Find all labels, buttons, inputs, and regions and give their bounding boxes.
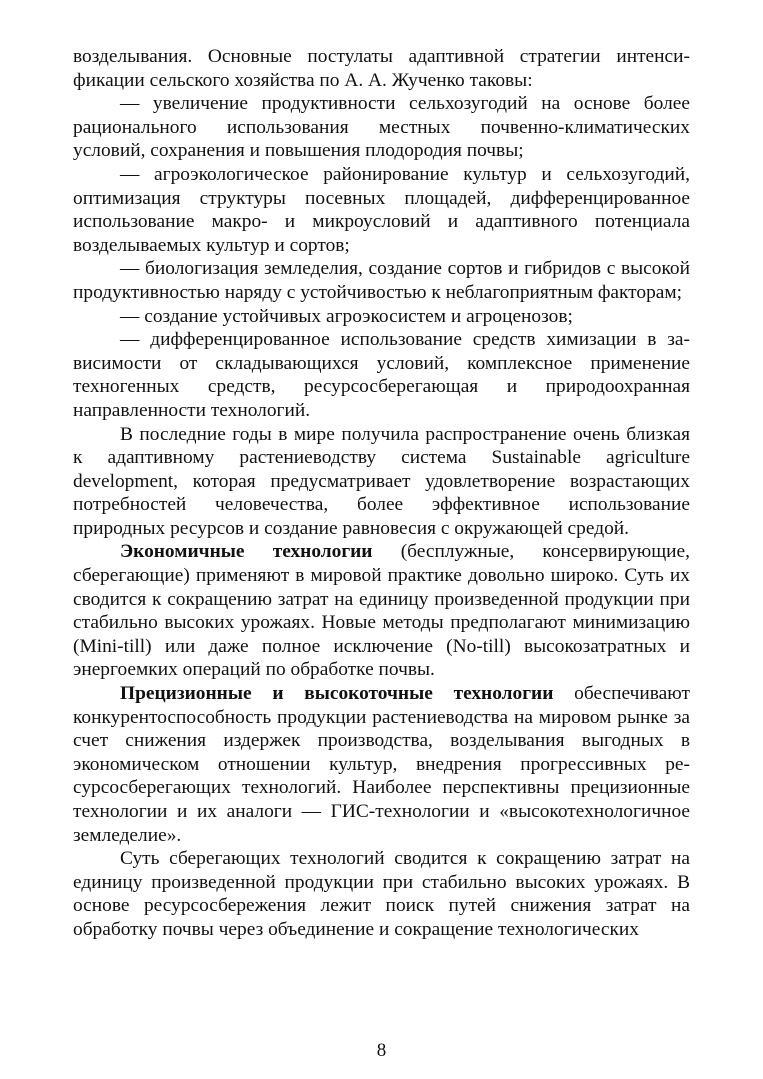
postulate-item-3: — биологизация земледелия, создание сортов и гибридов с высокой продуктивностью наряду с устойчивостью к неблагоприятным факторам; bbox=[73, 258, 690, 303]
page-body bbox=[73, 45, 690, 942]
term-economic-technologies: Экономичные технологии bbox=[120, 541, 373, 563]
paragraph-saving-technologies: Суть сберегающих технологий сводится к сокращению затрат на единицу произведенной продукции при стабильно высоких урожаях. В основе ресурсосбережения лежит поиск путей снижения затрат на обработку почвы через объединение и сокращение технологических bbox=[73, 848, 690, 940]
postulate-item-1: — увеличение продуктивности сельхозугодий на основе более рационального использования местных почвенно-климатических условий, сохранения и повышения плодородия почвы; bbox=[73, 93, 690, 162]
paragraph-continuation: возделывания. Основные постулаты адаптивной стратегии интенсификации сельского хозяйства по А. А. Жученко таковы: bbox=[73, 46, 690, 91]
paragraph-economic-technologies-text: (бесплужные, консервирующие, сберегающие) применяют в мировой практике довольно широко. Суть их сводится к сокращению затрат на единицу произведенной продукции при стабильно высоких урожаях. Новые методы предполагают минимизацию (Mini-till) или даже полное исключение (No-till) высокозатратных и энергоемких операций по обработке почвы. bbox=[73, 541, 690, 681]
paragraph-economic-technologies bbox=[73, 540, 690, 682]
page-number: 8 bbox=[376, 1040, 387, 1061]
postulate-item-2: — агроэкологическое районирование культур и сельхозугодий, оптимизация структуры посевных площадей, дифференцированное использование макро- и микроусловий и адаптивного потенциала возделываемых культур и сортов; bbox=[73, 163, 690, 256]
term-precision-technologies: Прецизионные и высокоточные технологии bbox=[120, 683, 554, 705]
postulate-item-5: — дифференцированное использование средств химизации в зависимости от складывающихся условий, комплексное применение техногенных средств, ресурсосберегающая и природоохранная направленности технологий. bbox=[73, 329, 690, 421]
postulate-item-4: — создание устойчивых агроэкосистем и агроценозов; bbox=[120, 305, 573, 327]
paragraph-sustainable-agriculture: В последние годы в мире получила распространение очень близкая к адаптивному растениеводству система Sustainable agriculture development, которая предусматривает удовлетворение возрастающих потребностей человечества, более эффективное использование природных ресурсов и создание равновесия с окружающей средой. bbox=[73, 423, 690, 539]
paragraph-precision-technologies bbox=[73, 682, 690, 847]
paragraph-precision-technologies-text: обеспечивают конкурентоспособность продукции растениеводства на мировом рынке за счет снижения издержек производства, возделывания выгодных в экономическом отношении культур, внедрения прогрессивных ресурсосберегающих технологий. Наиболее перспективны прецизионные технологии и их аналоги — ГИС-технологии и «высокотехнологичное земледелие». bbox=[73, 683, 690, 846]
